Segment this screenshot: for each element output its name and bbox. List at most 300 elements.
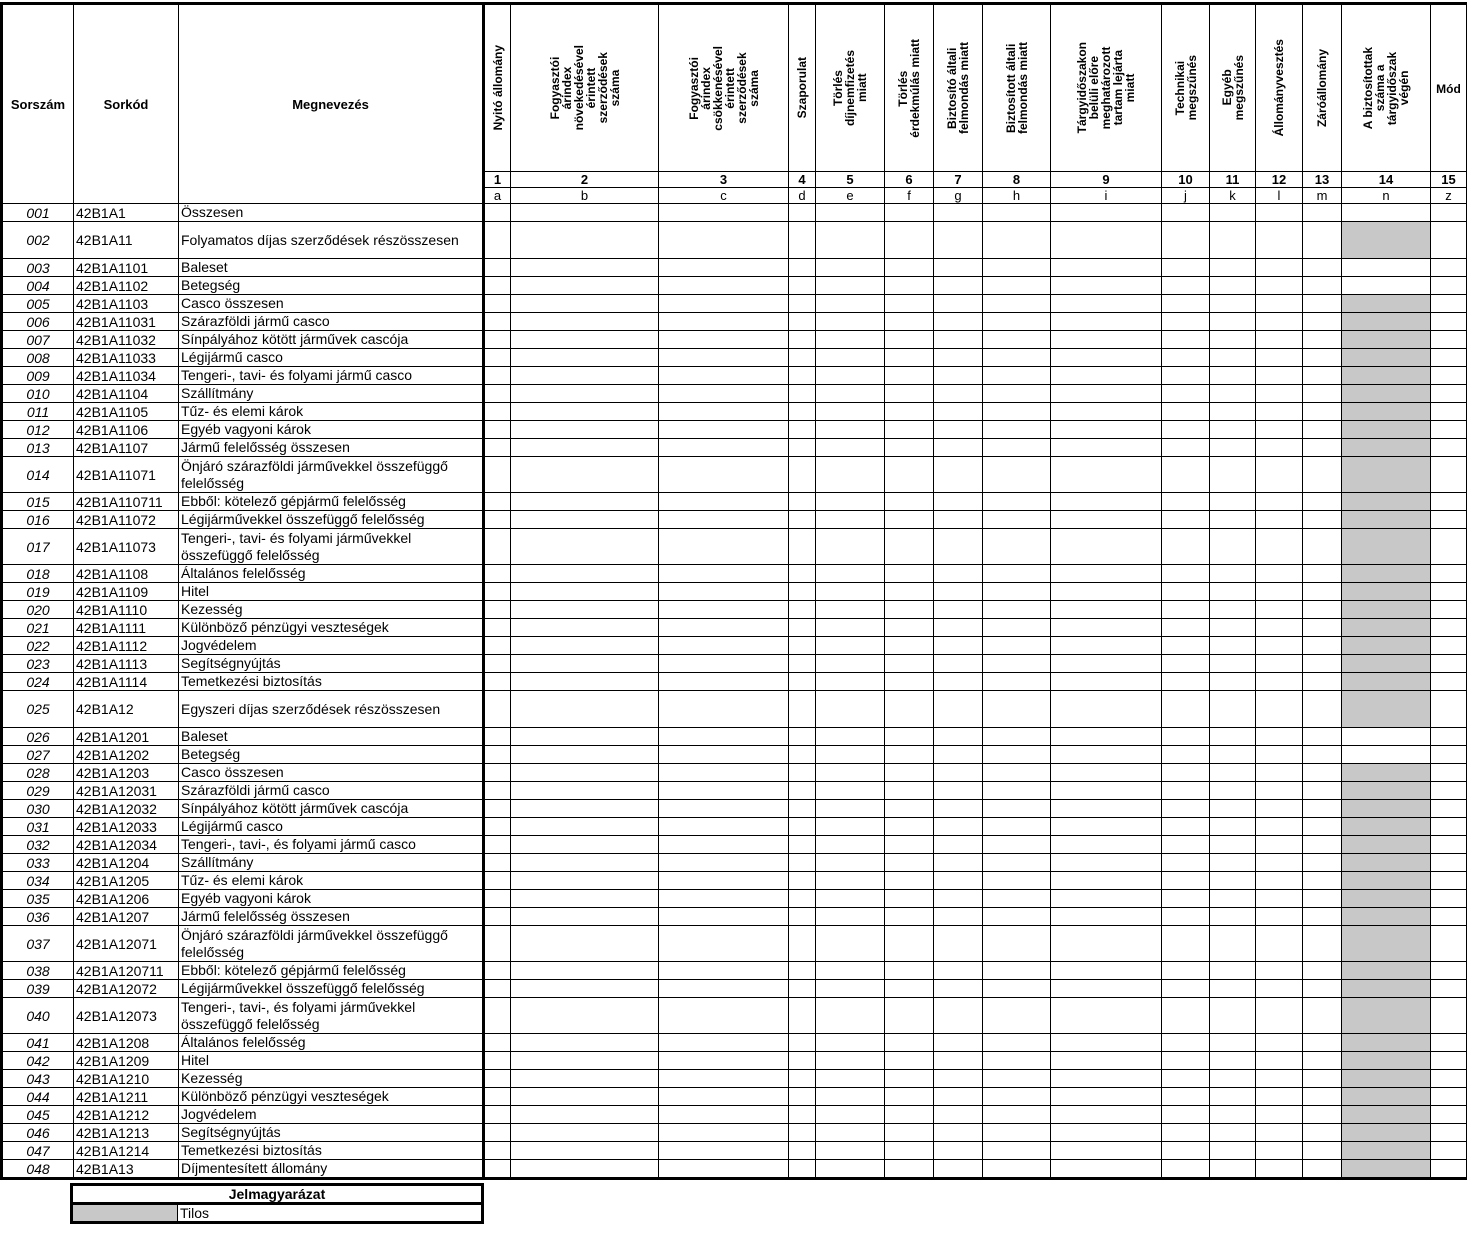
data-cell[interactable]: [816, 511, 885, 529]
data-cell[interactable]: [1303, 637, 1342, 655]
data-cell[interactable]: [484, 728, 511, 746]
data-cell[interactable]: [1210, 421, 1256, 439]
data-cell[interactable]: [511, 1034, 659, 1052]
data-cell[interactable]: [1210, 872, 1256, 890]
data-cell[interactable]: [885, 1106, 934, 1124]
data-cell[interactable]: [1303, 439, 1342, 457]
data-cell[interactable]: [659, 926, 789, 962]
data-cell[interactable]: [885, 908, 934, 926]
data-cell[interactable]: [885, 403, 934, 421]
data-cell[interactable]: [934, 637, 983, 655]
data-cell[interactable]: [934, 1052, 983, 1070]
data-cell[interactable]: [1303, 926, 1342, 962]
data-cell[interactable]: [511, 313, 659, 331]
data-cell[interactable]: [885, 998, 934, 1034]
data-cell[interactable]: [484, 222, 511, 259]
data-cell[interactable]: [1303, 655, 1342, 673]
data-cell[interactable]: [1210, 565, 1256, 583]
data-cell[interactable]: [1210, 1070, 1256, 1088]
data-cell[interactable]: [983, 295, 1051, 313]
data-cell[interactable]: [1162, 1034, 1210, 1052]
data-cell[interactable]: [484, 1088, 511, 1106]
data-cell[interactable]: [983, 331, 1051, 349]
data-cell[interactable]: [983, 872, 1051, 890]
data-cell[interactable]: [885, 1124, 934, 1142]
data-cell[interactable]: [1303, 565, 1342, 583]
data-cell[interactable]: [1431, 222, 1467, 259]
data-cell[interactable]: [1051, 204, 1162, 222]
data-cell[interactable]: [511, 1142, 659, 1160]
data-cell[interactable]: [1162, 421, 1210, 439]
data-cell[interactable]: [789, 637, 816, 655]
data-cell[interactable]: [511, 367, 659, 385]
data-cell[interactable]: [1210, 385, 1256, 403]
data-cell[interactable]: [484, 403, 511, 421]
data-cell[interactable]: [484, 313, 511, 331]
data-cell[interactable]: [1162, 1052, 1210, 1070]
data-cell[interactable]: [983, 1034, 1051, 1052]
data-cell[interactable]: [659, 313, 789, 331]
data-cell[interactable]: [885, 691, 934, 728]
data-cell[interactable]: [1256, 295, 1303, 313]
data-cell[interactable]: [789, 908, 816, 926]
data-cell[interactable]: [484, 890, 511, 908]
data-cell[interactable]: [789, 1070, 816, 1088]
data-cell[interactable]: [983, 313, 1051, 331]
data-cell[interactable]: [659, 746, 789, 764]
data-cell[interactable]: [934, 1124, 983, 1142]
data-cell[interactable]: [816, 728, 885, 746]
data-cell[interactable]: [659, 854, 789, 872]
data-cell[interactable]: [1256, 746, 1303, 764]
data-cell[interactable]: [659, 331, 789, 349]
data-cell[interactable]: [1256, 872, 1303, 890]
data-cell[interactable]: [1303, 277, 1342, 295]
data-cell[interactable]: [1162, 980, 1210, 998]
data-cell[interactable]: [983, 204, 1051, 222]
data-cell[interactable]: [816, 493, 885, 511]
data-cell[interactable]: [1431, 691, 1467, 728]
data-cell[interactable]: [1210, 259, 1256, 277]
data-cell[interactable]: [484, 655, 511, 673]
data-cell[interactable]: [1210, 764, 1256, 782]
data-cell[interactable]: [789, 1160, 816, 1179]
data-cell[interactable]: [885, 872, 934, 890]
data-cell[interactable]: [983, 691, 1051, 728]
data-cell[interactable]: [983, 1142, 1051, 1160]
data-cell[interactable]: [934, 673, 983, 691]
data-cell[interactable]: [1342, 746, 1431, 764]
data-cell[interactable]: [659, 655, 789, 673]
data-cell[interactable]: [934, 998, 983, 1034]
data-cell[interactable]: [1051, 457, 1162, 493]
data-cell[interactable]: [816, 854, 885, 872]
data-cell[interactable]: [511, 691, 659, 728]
data-cell[interactable]: [934, 764, 983, 782]
data-cell[interactable]: [789, 926, 816, 962]
data-cell[interactable]: [816, 962, 885, 980]
data-cell[interactable]: [1303, 222, 1342, 259]
data-cell[interactable]: [1431, 313, 1467, 331]
data-cell[interactable]: [885, 313, 934, 331]
data-cell[interactable]: [816, 583, 885, 601]
data-cell[interactable]: [789, 764, 816, 782]
data-cell[interactable]: [511, 403, 659, 421]
data-cell[interactable]: [484, 854, 511, 872]
data-cell[interactable]: [511, 908, 659, 926]
data-cell[interactable]: [816, 403, 885, 421]
data-cell[interactable]: [484, 367, 511, 385]
data-cell[interactable]: [934, 222, 983, 259]
data-cell[interactable]: [816, 619, 885, 637]
data-cell[interactable]: [885, 1052, 934, 1070]
data-cell[interactable]: [1303, 1034, 1342, 1052]
data-cell[interactable]: [1051, 728, 1162, 746]
data-cell[interactable]: [934, 728, 983, 746]
data-cell[interactable]: [1051, 1034, 1162, 1052]
data-cell[interactable]: [1162, 331, 1210, 349]
data-cell[interactable]: [1431, 637, 1467, 655]
data-cell[interactable]: [983, 1124, 1051, 1142]
data-cell[interactable]: [1431, 493, 1467, 511]
data-cell[interactable]: [885, 583, 934, 601]
data-cell[interactable]: [659, 565, 789, 583]
data-cell[interactable]: [816, 998, 885, 1034]
data-cell[interactable]: [789, 1124, 816, 1142]
data-cell[interactable]: [659, 872, 789, 890]
data-cell[interactable]: [885, 439, 934, 457]
data-cell[interactable]: [983, 908, 1051, 926]
data-cell[interactable]: [789, 313, 816, 331]
data-cell[interactable]: [983, 349, 1051, 367]
data-cell[interactable]: [1303, 457, 1342, 493]
data-cell[interactable]: [1431, 1052, 1467, 1070]
data-cell[interactable]: [659, 1142, 789, 1160]
data-cell[interactable]: [934, 800, 983, 818]
data-cell[interactable]: [484, 385, 511, 403]
data-cell[interactable]: [1210, 800, 1256, 818]
data-cell[interactable]: [1431, 1124, 1467, 1142]
data-cell[interactable]: [983, 1070, 1051, 1088]
data-cell[interactable]: [1051, 836, 1162, 854]
data-cell[interactable]: [885, 782, 934, 800]
data-cell[interactable]: [789, 890, 816, 908]
data-cell[interactable]: [1303, 673, 1342, 691]
data-cell[interactable]: [1256, 962, 1303, 980]
data-cell[interactable]: [1051, 619, 1162, 637]
data-cell[interactable]: [1162, 764, 1210, 782]
data-cell[interactable]: [484, 295, 511, 313]
data-cell[interactable]: [1210, 637, 1256, 655]
data-cell[interactable]: [885, 1088, 934, 1106]
data-cell[interactable]: [659, 349, 789, 367]
data-cell[interactable]: [934, 385, 983, 403]
data-cell[interactable]: [816, 349, 885, 367]
data-cell[interactable]: [885, 295, 934, 313]
data-cell[interactable]: [1162, 367, 1210, 385]
data-cell[interactable]: [816, 313, 885, 331]
data-cell[interactable]: [789, 1088, 816, 1106]
data-cell[interactable]: [789, 601, 816, 619]
data-cell[interactable]: [816, 836, 885, 854]
data-cell[interactable]: [816, 746, 885, 764]
data-cell[interactable]: [816, 655, 885, 673]
data-cell[interactable]: [659, 385, 789, 403]
data-cell[interactable]: [934, 1070, 983, 1088]
data-cell[interactable]: [1051, 565, 1162, 583]
data-cell[interactable]: [1210, 818, 1256, 836]
data-cell[interactable]: [511, 222, 659, 259]
data-cell[interactable]: [885, 493, 934, 511]
data-cell[interactable]: [659, 800, 789, 818]
data-cell[interactable]: [1162, 403, 1210, 421]
data-cell[interactable]: [1210, 728, 1256, 746]
data-cell[interactable]: [816, 980, 885, 998]
data-cell[interactable]: [1051, 637, 1162, 655]
data-cell[interactable]: [1256, 439, 1303, 457]
data-cell[interactable]: [484, 818, 511, 836]
data-cell[interactable]: [885, 764, 934, 782]
data-cell[interactable]: [1256, 998, 1303, 1034]
data-cell[interactable]: [1431, 655, 1467, 673]
data-cell[interactable]: [934, 818, 983, 836]
data-cell[interactable]: [1431, 908, 1467, 926]
data-cell[interactable]: [1431, 601, 1467, 619]
data-cell[interactable]: [484, 421, 511, 439]
data-cell[interactable]: [934, 367, 983, 385]
data-cell[interactable]: [885, 980, 934, 998]
data-cell[interactable]: [1256, 1088, 1303, 1106]
data-cell[interactable]: [789, 691, 816, 728]
data-cell[interactable]: [983, 619, 1051, 637]
data-cell[interactable]: [983, 529, 1051, 565]
data-cell[interactable]: [511, 872, 659, 890]
data-cell[interactable]: [1431, 1034, 1467, 1052]
data-cell[interactable]: [1303, 313, 1342, 331]
data-cell[interactable]: [511, 655, 659, 673]
data-cell[interactable]: [983, 385, 1051, 403]
data-cell[interactable]: [885, 854, 934, 872]
data-cell[interactable]: [1303, 385, 1342, 403]
data-cell[interactable]: [1431, 457, 1467, 493]
data-cell[interactable]: [1210, 457, 1256, 493]
data-cell[interactable]: [789, 655, 816, 673]
data-cell[interactable]: [1210, 222, 1256, 259]
data-cell[interactable]: [659, 222, 789, 259]
data-cell[interactable]: [511, 277, 659, 295]
data-cell[interactable]: [659, 908, 789, 926]
data-cell[interactable]: [1256, 637, 1303, 655]
data-cell[interactable]: [983, 1160, 1051, 1179]
data-cell[interactable]: [885, 818, 934, 836]
data-cell[interactable]: [789, 277, 816, 295]
data-cell[interactable]: [1210, 782, 1256, 800]
data-cell[interactable]: [1051, 222, 1162, 259]
data-cell[interactable]: [934, 421, 983, 439]
data-cell[interactable]: [1431, 854, 1467, 872]
data-cell[interactable]: [1256, 529, 1303, 565]
data-cell[interactable]: [484, 259, 511, 277]
data-cell[interactable]: [1162, 259, 1210, 277]
data-cell[interactable]: [1431, 349, 1467, 367]
data-cell[interactable]: [816, 529, 885, 565]
data-cell[interactable]: [816, 1052, 885, 1070]
data-cell[interactable]: [885, 565, 934, 583]
data-cell[interactable]: [983, 222, 1051, 259]
data-cell[interactable]: [659, 980, 789, 998]
data-cell[interactable]: [1162, 529, 1210, 565]
data-cell[interactable]: [1303, 1070, 1342, 1088]
data-cell[interactable]: [983, 439, 1051, 457]
data-cell[interactable]: [1303, 1124, 1342, 1142]
data-cell[interactable]: [1256, 331, 1303, 349]
data-cell[interactable]: [816, 295, 885, 313]
data-cell[interactable]: [1162, 854, 1210, 872]
data-cell[interactable]: [511, 764, 659, 782]
data-cell[interactable]: [983, 746, 1051, 764]
data-cell[interactable]: [659, 782, 789, 800]
data-cell[interactable]: [511, 1124, 659, 1142]
data-cell[interactable]: [1431, 583, 1467, 601]
data-cell[interactable]: [1303, 349, 1342, 367]
data-cell[interactable]: [789, 204, 816, 222]
data-cell[interactable]: [1303, 421, 1342, 439]
data-cell[interactable]: [983, 1088, 1051, 1106]
data-cell[interactable]: [659, 1124, 789, 1142]
data-cell[interactable]: [885, 385, 934, 403]
data-cell[interactable]: [1256, 1070, 1303, 1088]
data-cell[interactable]: [1051, 926, 1162, 962]
data-cell[interactable]: [1256, 583, 1303, 601]
data-cell[interactable]: [1303, 998, 1342, 1034]
data-cell[interactable]: [1162, 1142, 1210, 1160]
data-cell[interactable]: [934, 1088, 983, 1106]
data-cell[interactable]: [1051, 331, 1162, 349]
data-cell[interactable]: [1303, 601, 1342, 619]
data-cell[interactable]: [511, 854, 659, 872]
data-cell[interactable]: [983, 511, 1051, 529]
data-cell[interactable]: [1303, 908, 1342, 926]
data-cell[interactable]: [511, 980, 659, 998]
data-cell[interactable]: [1051, 746, 1162, 764]
data-cell[interactable]: [1162, 655, 1210, 673]
data-cell[interactable]: [816, 222, 885, 259]
data-cell[interactable]: [789, 511, 816, 529]
data-cell[interactable]: [934, 1142, 983, 1160]
data-cell[interactable]: [1051, 980, 1162, 998]
data-cell[interactable]: [789, 222, 816, 259]
data-cell[interactable]: [1210, 313, 1256, 331]
data-cell[interactable]: [816, 782, 885, 800]
data-cell[interactable]: [511, 204, 659, 222]
data-cell[interactable]: [1303, 782, 1342, 800]
data-cell[interactable]: [816, 1106, 885, 1124]
data-cell[interactable]: [1256, 619, 1303, 637]
data-cell[interactable]: [484, 619, 511, 637]
data-cell[interactable]: [1162, 637, 1210, 655]
data-cell[interactable]: [511, 1106, 659, 1124]
data-cell[interactable]: [659, 1106, 789, 1124]
data-cell[interactable]: [1210, 367, 1256, 385]
data-cell[interactable]: [1303, 583, 1342, 601]
data-cell[interactable]: [1162, 1106, 1210, 1124]
data-cell[interactable]: [1162, 1070, 1210, 1088]
data-cell[interactable]: [1051, 1160, 1162, 1179]
data-cell[interactable]: [1431, 746, 1467, 764]
data-cell[interactable]: [484, 764, 511, 782]
data-cell[interactable]: [983, 1052, 1051, 1070]
data-cell[interactable]: [1051, 421, 1162, 439]
data-cell[interactable]: [484, 637, 511, 655]
data-cell[interactable]: [816, 1088, 885, 1106]
data-cell[interactable]: [789, 728, 816, 746]
data-cell[interactable]: [1162, 872, 1210, 890]
data-cell[interactable]: [1256, 1124, 1303, 1142]
data-cell[interactable]: [816, 204, 885, 222]
data-cell[interactable]: [816, 457, 885, 493]
data-cell[interactable]: [1051, 601, 1162, 619]
data-cell[interactable]: [511, 1052, 659, 1070]
data-cell[interactable]: [983, 403, 1051, 421]
data-cell[interactable]: [1431, 962, 1467, 980]
data-cell[interactable]: [816, 331, 885, 349]
data-cell[interactable]: [511, 890, 659, 908]
data-cell[interactable]: [934, 313, 983, 331]
data-cell[interactable]: [816, 872, 885, 890]
data-cell[interactable]: [511, 728, 659, 746]
data-cell[interactable]: [484, 1034, 511, 1052]
data-cell[interactable]: [1210, 655, 1256, 673]
data-cell[interactable]: [789, 818, 816, 836]
data-cell[interactable]: [1210, 890, 1256, 908]
data-cell[interactable]: [1051, 1088, 1162, 1106]
data-cell[interactable]: [1431, 728, 1467, 746]
data-cell[interactable]: [1256, 980, 1303, 998]
data-cell[interactable]: [1431, 619, 1467, 637]
data-cell[interactable]: [885, 511, 934, 529]
data-cell[interactable]: [934, 836, 983, 854]
data-cell[interactable]: [1431, 673, 1467, 691]
data-cell[interactable]: [1051, 529, 1162, 565]
data-cell[interactable]: [934, 782, 983, 800]
data-cell[interactable]: [885, 222, 934, 259]
data-cell[interactable]: [484, 331, 511, 349]
data-cell[interactable]: [1162, 277, 1210, 295]
data-cell[interactable]: [885, 457, 934, 493]
data-cell[interactable]: [983, 277, 1051, 295]
data-cell[interactable]: [484, 277, 511, 295]
data-cell[interactable]: [789, 1106, 816, 1124]
data-cell[interactable]: [1303, 1106, 1342, 1124]
data-cell[interactable]: [789, 854, 816, 872]
data-cell[interactable]: [484, 926, 511, 962]
data-cell[interactable]: [1210, 1034, 1256, 1052]
data-cell[interactable]: [1431, 800, 1467, 818]
data-cell[interactable]: [484, 511, 511, 529]
data-cell[interactable]: [659, 619, 789, 637]
data-cell[interactable]: [659, 637, 789, 655]
data-cell[interactable]: [1210, 1160, 1256, 1179]
data-cell[interactable]: [511, 295, 659, 313]
data-cell[interactable]: [789, 782, 816, 800]
data-cell[interactable]: [1162, 782, 1210, 800]
data-cell[interactable]: [789, 800, 816, 818]
data-cell[interactable]: [484, 782, 511, 800]
data-cell[interactable]: [1051, 800, 1162, 818]
data-cell[interactable]: [511, 331, 659, 349]
data-cell[interactable]: [1051, 890, 1162, 908]
data-cell[interactable]: [1162, 457, 1210, 493]
